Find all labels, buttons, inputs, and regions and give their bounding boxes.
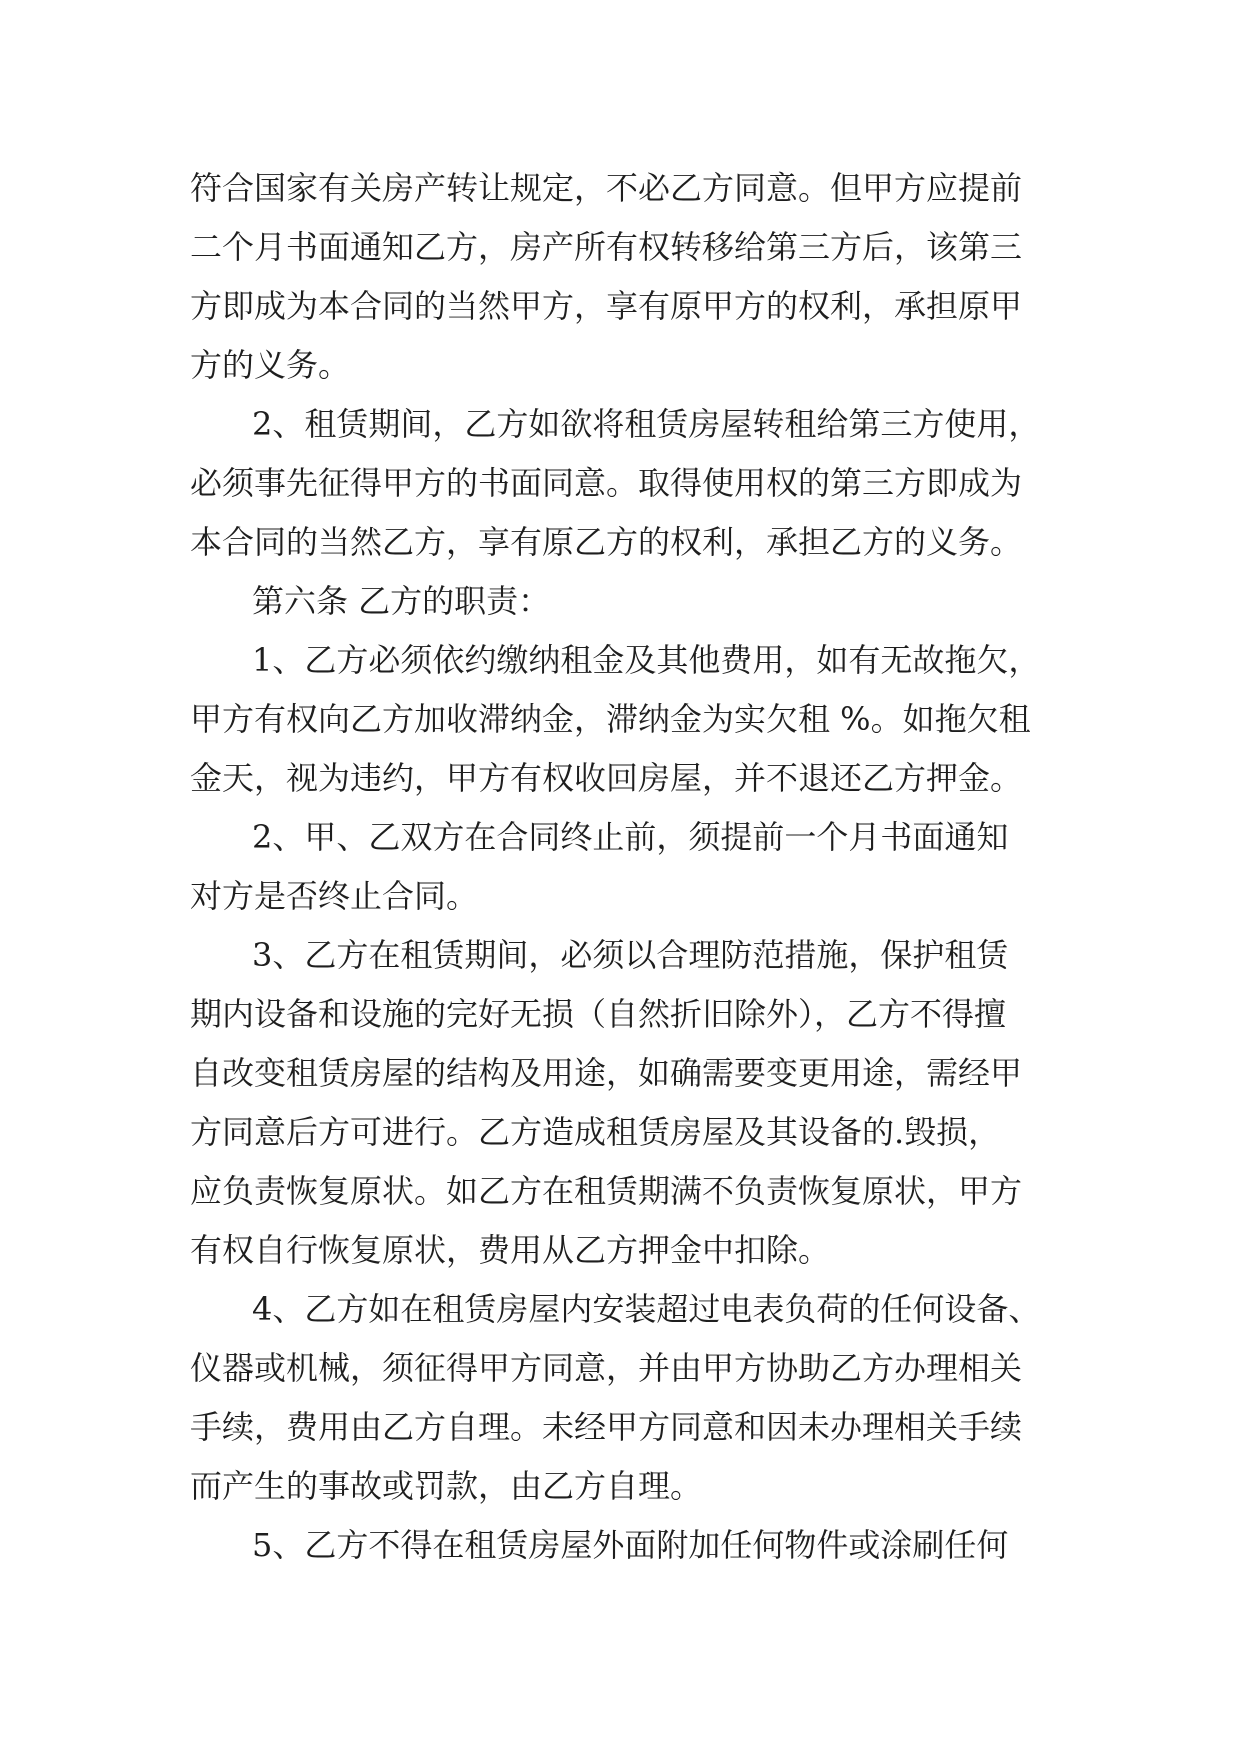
paragraph-start-line: 4、乙方如在租赁房屋内安装超过电表负荷的任何设备、 xyxy=(252,1290,1041,1328)
text-line: 有权自行恢复原状，费用从乙方押金中扣除。 xyxy=(190,1231,831,1269)
text-line: 本合同的当然乙方，享有原乙方的权利，承担乙方的义务。 xyxy=(190,523,1023,561)
text-line: 甲方有权向乙方加收滞纳金，滞纳金为实欠租 %。如拖欠租 xyxy=(190,700,1031,738)
text-line: 对方是否终止合同。 xyxy=(190,877,479,915)
text-line: 仪器或机械，须征得甲方同意，并由甲方协助乙方办理相关 xyxy=(190,1349,1023,1387)
paragraph-start-line: 2、租赁期间，乙方如欲将租赁房屋转租给第三方使用， xyxy=(252,405,1041,443)
paragraph-start-line: 5、乙方不得在租赁房屋外面附加任何物件或涂刷任何 xyxy=(252,1526,1009,1564)
paragraph-start-line: 1、乙方必须依约缴纳租金及其他费用，如有无故拖欠， xyxy=(252,641,1041,679)
text-line: 二个月书面通知乙方，房产所有权转移给第三方后，该第三 xyxy=(190,228,1023,266)
text-line: 期内设备和设施的完好无损（自然折旧除外），乙方不得擅 xyxy=(190,995,1007,1033)
text-line: 方即成为本合同的当然甲方，享有原甲方的权利，承担原甲 xyxy=(190,287,1023,325)
text-line: 手续，费用由乙方自理。未经甲方同意和因未办理相关手续 xyxy=(190,1408,1023,1446)
text-line: 自改变租赁房屋的结构及用途，如确需要变更用途，需经甲 xyxy=(190,1054,1023,1092)
text-line: 而产生的事故或罚款，由乙方自理。 xyxy=(190,1467,703,1505)
paragraph-start-line: 2、甲、乙双方在合同终止前，须提前一个月书面通知 xyxy=(252,818,1009,856)
section-heading: 第六条 乙方的职责： xyxy=(252,582,551,620)
text-line: 金天，视为违约，甲方有权收回房屋，并不退还乙方押金。 xyxy=(190,759,1023,797)
text-line: 必须事先征得甲方的书面同意。取得使用权的第三方即成为 xyxy=(190,464,1023,502)
paragraph-start-line: 3、乙方在租赁期间，必须以合理防范措施，保护租赁 xyxy=(252,936,1009,974)
text-line: 方同意后方可进行。乙方造成租赁房屋及其设备的.毁损， xyxy=(190,1113,1001,1151)
text-line: 方的义务。 xyxy=(190,346,351,384)
text-line: 符合国家有关房产转让规定，不必乙方同意。但甲方应提前 xyxy=(190,169,1023,207)
text-line: 应负责恢复原状。如乙方在租赁期满不负责恢复原状，甲方 xyxy=(190,1172,1023,1210)
